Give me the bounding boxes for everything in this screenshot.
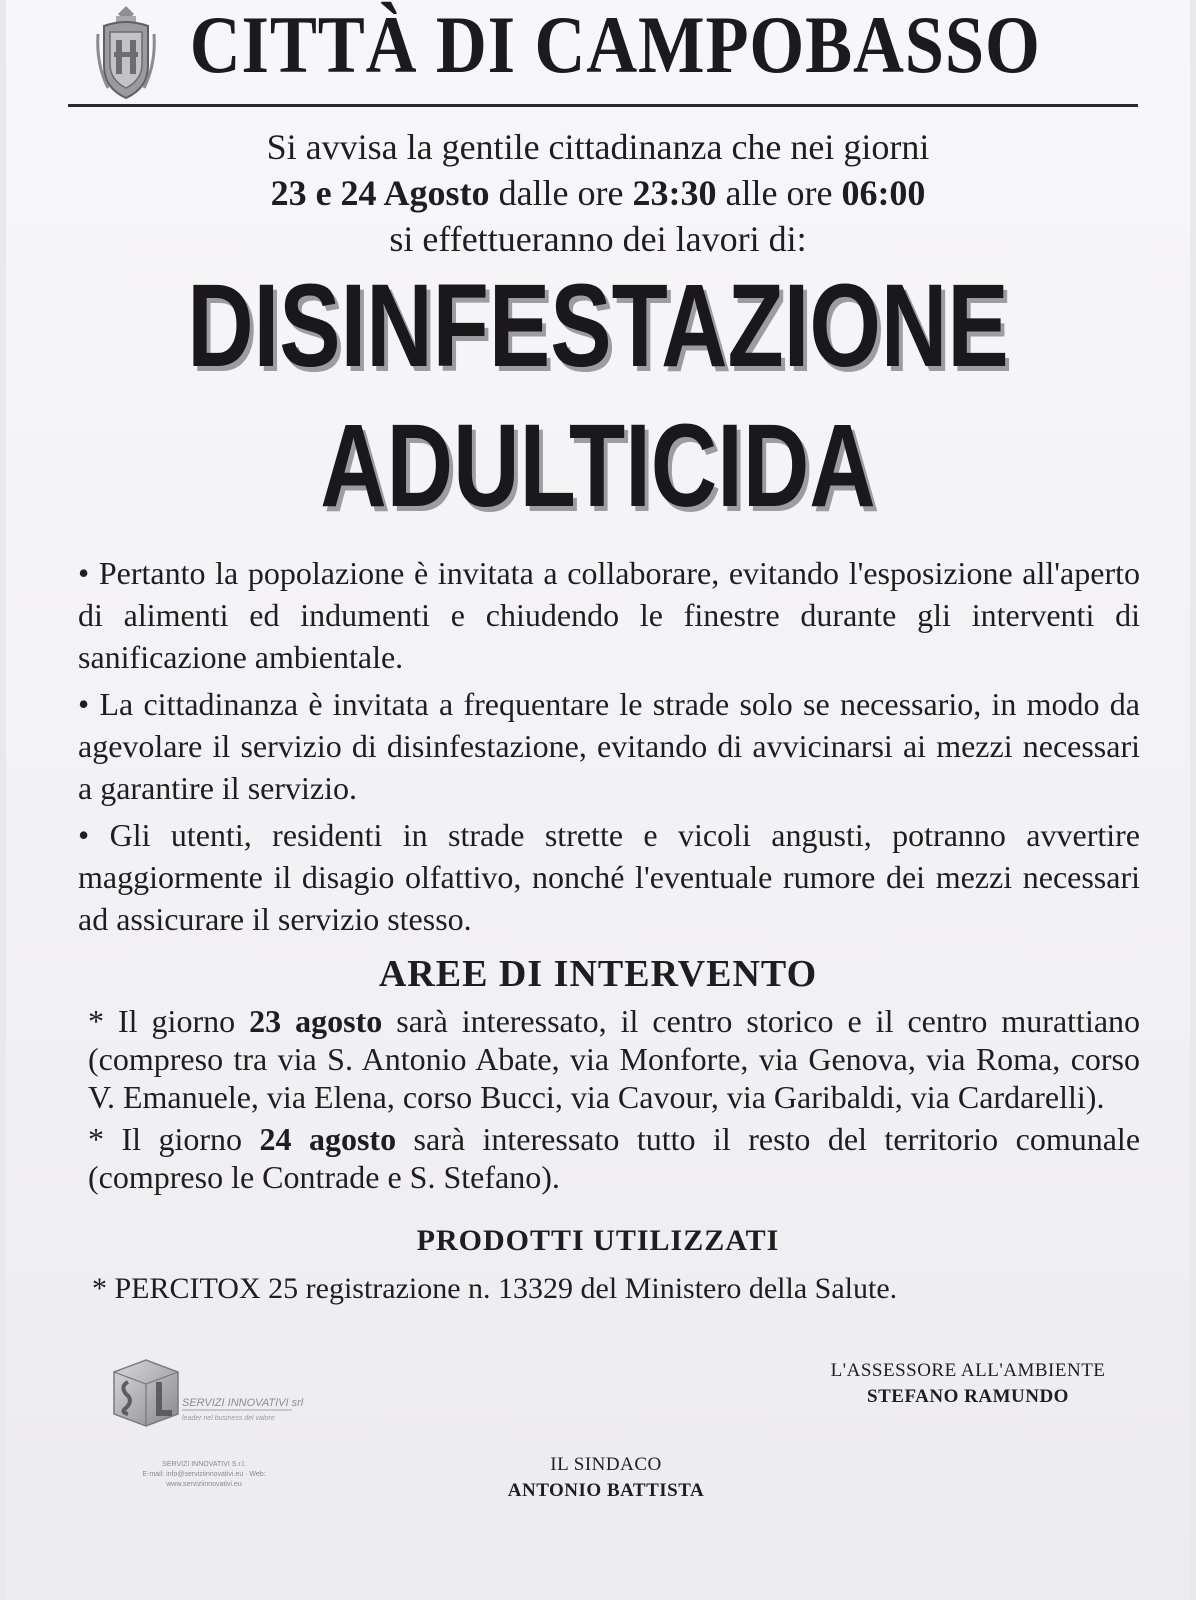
logo-caption-line-2: E-mail: info@serviziinnovativi.eu · Web: www.serviziinnovativi.eu (142, 1471, 266, 1488)
areas-title: AREE DI INTERVENTO (378, 953, 818, 995)
sindaco-name: ANTONIO BATTISTA (507, 1480, 705, 1501)
area-day-23 (88, 1002, 1140, 1116)
intro-line-1: Si avvisa la gentile cittadinanza che nei giorni (266, 127, 930, 167)
sindaco-signature (446, 1452, 766, 1504)
products-title: PRODOTTI UTILIZZATI (416, 1224, 780, 1257)
area-day-text: sarà interessato tutto il resto del territorio comunale (compreso le Contrade e S. Stefano). (88, 1121, 1141, 1195)
logo-caption-line-1: SERVIZI INNOVATIVI S.r.l. (162, 1461, 246, 1468)
intro-from: dalle ore (498, 173, 624, 213)
intro-start-time: 23:30 (632, 173, 717, 213)
intro-line-2 (6, 170, 1190, 216)
assessore-role: L'ASSESSORE ALL'AMBIENTE (830, 1360, 1106, 1381)
si-company-logo-icon (106, 1352, 316, 1452)
sindaco-role: IL SINDACO (550, 1454, 662, 1475)
bullet-item: • La cittadinanza è invitata a frequentare le strade solo se necessario, in modo da agevolare il servizio di disinfestazione, evitando di avvicinarsi ai mezzi necessari a garantire il servizio. (78, 686, 1140, 806)
poster-header (6, 0, 1190, 112)
area-day-24 (88, 1120, 1140, 1196)
city-title: CITTÀ DI CAMPOBASSO (189, 0, 1041, 90)
logo-tagline: leader nel business del valore (182, 1415, 275, 1422)
headline-line-1: DISINFESTAZIONE (187, 260, 1009, 392)
intro-end-time: 06:00 (841, 173, 926, 213)
logo-brand: SERVIZI INNOVATIVI srl (182, 1397, 304, 1409)
area-day-date: 24 agosto (259, 1121, 397, 1157)
assessore-name: STEFANO RAMUNDO (867, 1386, 1069, 1407)
products-line: * PERCITOX 25 registrazione n. 13329 del Ministero della Salute. (92, 1272, 898, 1305)
bullet-item: • Pertanto la popolazione è invitata a collaborare, evitando l'esposizione all'aperto di alimenti ed indumenti e chiudendo le finestre durante gli interventi di sanificazione ambientale. (78, 555, 1140, 675)
intro-text (6, 124, 1190, 262)
header-divider (68, 104, 1138, 107)
intro-dates: 23 e 24 Agosto (270, 173, 490, 213)
area-day-text: sarà interessato, il centro storico e il centro murattiano (compreso tra via S. Antonio Abate, via Monforte, via Genova, via Roma, corso V. Emanuele, via Elena, corso Bucci, via Cavour, via Garibaldi, via Cardarelli). (88, 1003, 1141, 1115)
notice-poster (6, 0, 1190, 1600)
intro-line-3: si effettueranno dei lavori di: (389, 219, 807, 259)
headline-line-2: ADULTICIDA (320, 400, 876, 532)
assessore-signature (806, 1358, 1130, 1410)
logo-caption (104, 1460, 304, 1490)
intro-to: alle ore (725, 173, 833, 213)
bullet-list (78, 552, 1140, 945)
area-day-prefix: * Il giorno (88, 1121, 243, 1157)
area-day-date: 23 agosto (249, 1003, 383, 1039)
areas-list (88, 1002, 1140, 1200)
area-day-prefix: * Il giorno (88, 1003, 236, 1039)
bullet-item: • Gli utenti, residenti in strade strette e vicoli angusti, potranno avvertire maggiormente il disagio olfattivo, nonché l'eventuale rumore dei mezzi necessari ad assicurare il servizio stesso. (78, 817, 1140, 937)
